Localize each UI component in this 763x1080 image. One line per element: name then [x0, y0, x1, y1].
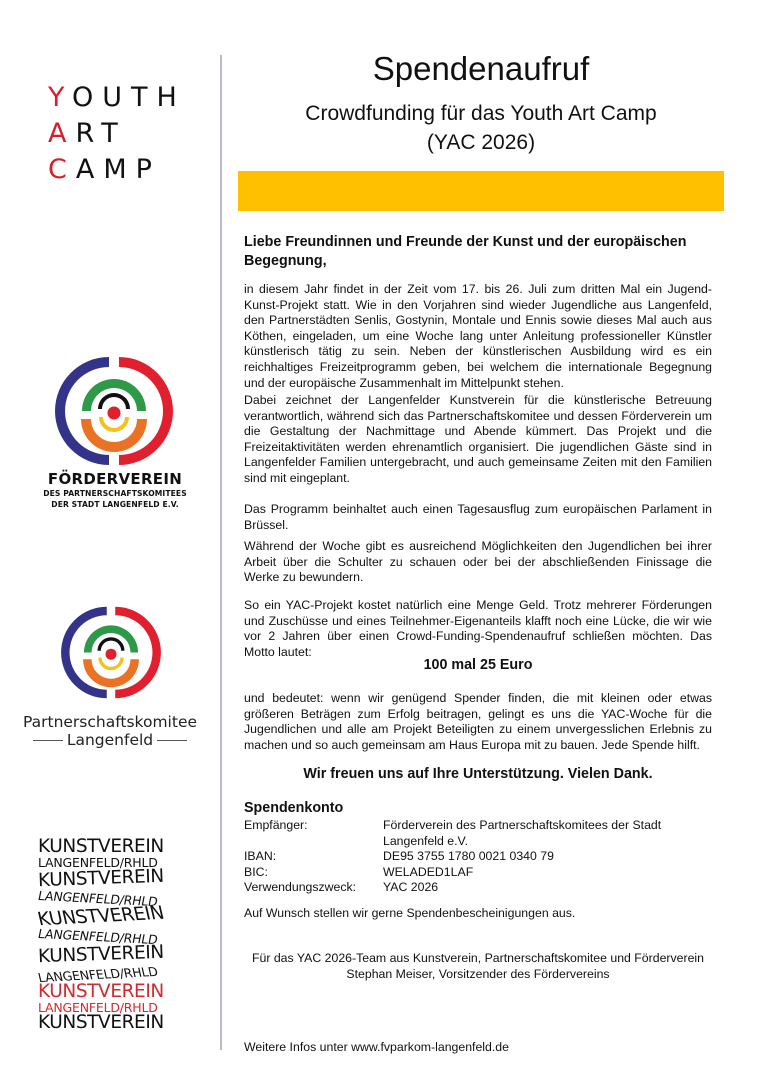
yac-logo-initial: Y — [48, 82, 73, 113]
sidebar — [0, 0, 221, 1080]
account-value: YAC 2026 — [383, 880, 439, 895]
account-value: WELADED1LAF — [383, 864, 474, 879]
account-label: Empfänger: — [244, 818, 308, 832]
yac-logo-initial: A — [48, 118, 76, 149]
foerderverein-subtitle-line1: DES PARTNERSCHAFTSKOMITEES — [43, 489, 187, 498]
paragraph: in diesem Jahr findet in der Zeit vom 17. bis 26. Juli zum dritten Mal ein Jugend-Kunst-Projekt statt. Wie in den Vorjahren sind wieder Jugendliche aus Langenfeld, den Partnerstädten Senlis, Gostynin, Montale und Ennis sowie dieses Mal auch aus Köthen, eingeladen, um eine Woche lang unter Anleitung professioneller Künstler künstlerisch tätig zu sein. Neben der künstlerischen Ausbildung wird es ein reichhaltiges Freizeitprogramm geben, bei welchem die internationale Begegnung und der europäische Zusammenhalt im Mittelpunkt stehen. — [244, 282, 712, 390]
signature-team: Für das YAC 2026-Team aus Kunstverein, Partnerschaftskomitee und Förderverein — [251, 951, 705, 965]
yac-logo-row — [48, 152, 186, 188]
paragraph: Während der Woche gibt es ausreichend Möglichkeiten den Jugendlichen bei ihrer Arbeit über die Schulter zu schauen oder bei der abschließenden Finissage die Werke zu bewundern. — [244, 539, 712, 585]
thank-you-line: Wir freuen uns auf Ihre Unterstützung. Vielen Dank. — [303, 766, 653, 782]
receipt-note: Auf Wunsch stellen wir gerne Spendenbescheinigungen aus. — [244, 906, 576, 920]
foerderverein-subtitle-line2: DER STADT LANGENFELD E.V. — [51, 500, 179, 509]
yac-logo-row — [48, 80, 186, 116]
account-row-recipient — [244, 818, 713, 849]
youth-art-camp-logo — [48, 80, 186, 188]
account-row-reference — [244, 880, 713, 896]
signature-name: Stephan Meiser, Vorsitzender des Fördervereins — [346, 966, 610, 981]
kunstverein-logo-line: KUNSTVEREIN — [38, 981, 164, 1002]
partnerschaftskomitee-logo — [20, 600, 200, 749]
yellow-banner — [238, 171, 724, 211]
partnership-emblem-icon — [49, 355, 179, 467]
account-value: Förderverein des Partnerschaftskomitees der Stadt Langenfeld e.V. — [383, 818, 662, 848]
subtitle-line1: Crowdfunding für das Youth Art Camp — [305, 102, 657, 125]
kunstverein-logo-line: LANGENFELD/RHLD — [36, 887, 160, 910]
decorative-rule — [33, 740, 63, 741]
yac-logo-rest: AMP — [75, 154, 161, 185]
subtitle-line2: (YAC 2026) — [426, 131, 536, 154]
kunstverein-logo-line: KUNSTVEREIN — [38, 836, 164, 857]
foerderverein-title: FÖRDERVEREIN — [47, 470, 183, 488]
paragraph: und bedeutet: wenn wir genügend Spender finden, die mit kleinen oder etwas größeren Beträgen zum Erfolg beitragen, gelingt es uns die YAC-Woche für die Jugendlichen und alle am Projekt Beteiligten zu einem unvergesslichen Erlebnis zu machen und so auch gemeinsam am Haus Europa mit zu bauen. Jede Spende hilft. — [244, 691, 712, 752]
account-label: IBAN: — [244, 849, 277, 864]
kunstverein-logo-line: KUNSTVEREIN — [35, 902, 167, 931]
kunstverein-logo-line: KUNSTVEREIN — [38, 1012, 164, 1033]
yac-logo-initial: C — [48, 154, 76, 185]
donation-account-details — [244, 818, 713, 896]
kunstverein-logo-line: LANGENFELD/RHLD — [36, 925, 160, 948]
kunstverein-logo-line: LANGENFELD/RHLD — [38, 1000, 158, 1015]
account-label: Verwendungszweck: — [244, 880, 357, 895]
greeting: Liebe Freundinnen und Freunde der Kunst und der europäischen Begegnung, — [244, 234, 687, 269]
yac-logo-rest: OUTH — [72, 82, 186, 113]
motto: 100 mal 25 Euro — [423, 657, 533, 673]
partnerschaftskomitee-city: Langenfeld — [66, 731, 154, 749]
page-subtitle — [238, 99, 724, 157]
paragraph: Dabei zeichnet der Langenfelder Kunstverein für die künstlerische Betreuung verantwortlich, während sich das Partnerschaftskomitee und dessen Förderverein um die Gestaltung der Nachmittage und Abende kümmert. Das Projekt und die Freizeitaktivitäten werden ehrenamtlich organisiert. Die jugendlichen Gäste sind in Langenfelder Familien untergebracht, und auch gemeinsame Zeiten mit den Familien sind mit eingeplant. — [244, 393, 712, 485]
more-info-link[interactable]: Weitere Infos unter www.fvparkom-langenfeld.de — [244, 1040, 509, 1054]
kunstverein-logo-line: LANGENFELD/RHLD — [36, 963, 160, 986]
decorative-rule — [157, 740, 187, 741]
account-row-bic — [244, 865, 713, 881]
paragraph: Das Programm beinhaltet auch einen Tagesausflug zum europäischen Parlament in Brüssel. — [244, 502, 712, 532]
account-label: BIC: — [244, 864, 268, 879]
account-value: DE95 3755 1780 0021 0340 79 — [383, 849, 554, 864]
yac-logo-rest: RT — [75, 118, 127, 149]
partnerschaftskomitee-city-row — [20, 731, 200, 749]
donation-account-heading: Spendenkonto — [244, 800, 344, 816]
kunstverein-logo — [35, 836, 178, 1033]
page-title: Spendenaufruf — [372, 50, 590, 87]
signature — [244, 951, 712, 982]
foerderverein-logo — [40, 355, 190, 510]
vertical-divider — [220, 55, 222, 1050]
kunstverein-logo-line: KUNSTVEREIN — [37, 865, 165, 892]
account-row-iban — [244, 849, 713, 865]
yac-logo-row — [48, 116, 186, 152]
kunstverein-logo-line: LANGENFELD/RHLD — [38, 855, 158, 870]
kunstverein-logo-line: KUNSTVEREIN — [37, 941, 165, 968]
partnerschaftskomitee-title: Partnerschaftskomitee — [22, 713, 198, 731]
paragraph: So ein YAC-Projekt kostet natürlich eine Menge Geld. Trotz mehrerer Förderungen und Zuschüsse und eines Teilnehmer-Eigenanteils klafft noch eine Lücke, die wir wie vor 2 Jahren über einen Crowd-Funding-Spendenaufruf schließen möchten. Das Motto lautet: — [244, 598, 712, 659]
partnership-emblem-icon — [56, 600, 166, 705]
